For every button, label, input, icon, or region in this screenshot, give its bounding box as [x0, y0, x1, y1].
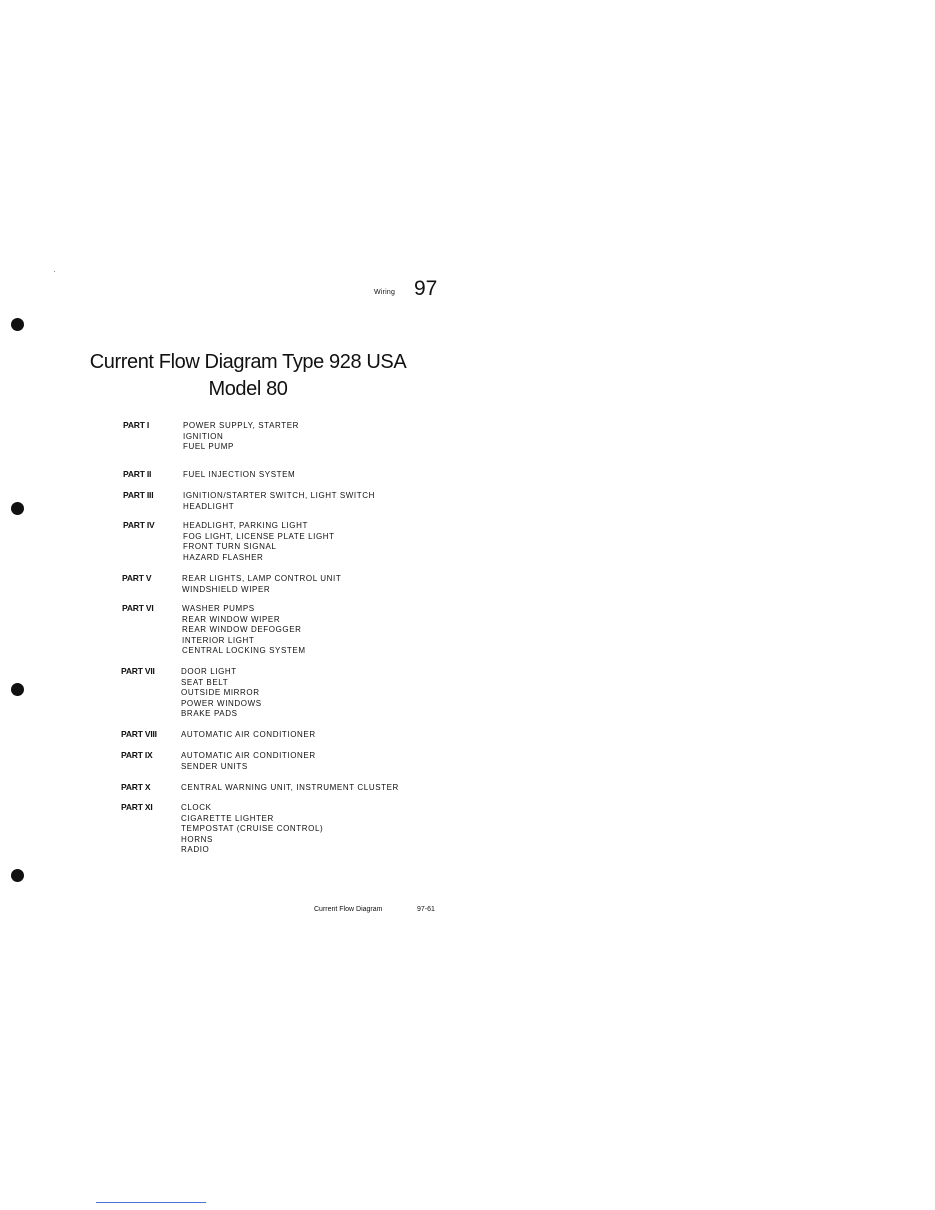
part-label: PART II: [123, 469, 152, 479]
part-item: WASHER PUMPS: [182, 604, 255, 613]
part-label: PART XI: [121, 802, 153, 812]
part-item: RADIO: [181, 845, 210, 854]
part-item: SENDER UNITS: [181, 761, 248, 771]
part-items: [183, 491, 375, 512]
part-item: FUEL INJECTION SYSTEM: [183, 470, 296, 479]
part-item: OUTSIDE MIRROR: [181, 688, 260, 697]
part-label: PART IX: [121, 750, 153, 760]
part-label: PART III: [123, 490, 154, 500]
part-label: PART V: [122, 573, 152, 583]
section-number: 97: [414, 277, 438, 300]
part-item: CIGARETTE LIGHTER: [181, 813, 274, 823]
section-name: Wiring: [374, 289, 396, 296]
part-items: [181, 803, 323, 856]
part-items: [183, 421, 299, 453]
part-label: PART VI: [122, 603, 154, 613]
part-item: REAR WINDOW WIPER: [182, 614, 281, 624]
bottom-rule: [96, 1202, 206, 1203]
part-item: TEMPOSTAT (CRUISE CONTROL): [181, 824, 324, 833]
part-item: CENTRAL WARNING UNIT, INSTRUMENT CLUSTER: [181, 783, 399, 792]
part-item: FOG LIGHT, LICENSE PLATE LIGHT: [183, 531, 335, 541]
part-items: [182, 604, 306, 657]
part-item: REAR WINDOW DEFOGGER: [182, 625, 302, 634]
part-items: [181, 751, 316, 772]
part-item: WINDSHIELD WIPER: [182, 584, 271, 594]
part-item: IGNITION/STARTER SWITCH, LIGHT SWITCH: [183, 491, 375, 500]
part-items: [183, 521, 335, 563]
footer-page-number: 97-61: [417, 906, 435, 913]
title-line-1: Current Flow Diagram Type 928 USA: [89, 351, 407, 373]
part-items: [181, 667, 262, 720]
part-item: FUEL PUMP: [183, 442, 234, 451]
part-item: POWER WINDOWS: [181, 698, 262, 708]
part-items: [181, 730, 316, 741]
part-item: HORNS: [181, 834, 213, 844]
part-label: PART IV: [123, 520, 155, 530]
part-item: AUTOMATIC AIR CONDITIONER: [181, 730, 316, 739]
part-item: DOOR LIGHT: [181, 667, 237, 676]
part-item: POWER SUPPLY, STARTER: [183, 421, 300, 430]
part-item: INTERIOR LIGHT: [182, 635, 255, 645]
part-item: HEADLIGHT: [183, 501, 235, 511]
part-item: FRONT TURN SIGNAL: [183, 542, 277, 551]
part-item: HAZARD FLASHER: [183, 552, 264, 562]
part-label: PART I: [123, 420, 150, 430]
part-item: IGNITION: [183, 431, 224, 441]
part-item: HEADLIGHT, PARKING LIGHT: [183, 521, 308, 530]
part-items: [182, 574, 341, 595]
part-item: AUTOMATIC AIR CONDITIONER: [181, 751, 316, 760]
part-item: BRAKE PADS: [181, 709, 238, 718]
part-item: REAR LIGHTS, LAMP CONTROL UNIT: [182, 574, 342, 583]
part-item: SEAT BELT: [181, 677, 229, 687]
part-label: PART VIII: [121, 729, 157, 739]
part-items: [181, 783, 399, 794]
part-label: PART VII: [121, 666, 155, 676]
footer-title: Current Flow Diagram: [314, 906, 383, 913]
title-line-2: Model 80: [208, 378, 288, 400]
part-item: CLOCK: [181, 803, 212, 812]
part-items: [183, 470, 295, 481]
part-label: PART X: [121, 782, 151, 792]
part-item: CENTRAL LOCKING SYSTEM: [182, 646, 306, 655]
